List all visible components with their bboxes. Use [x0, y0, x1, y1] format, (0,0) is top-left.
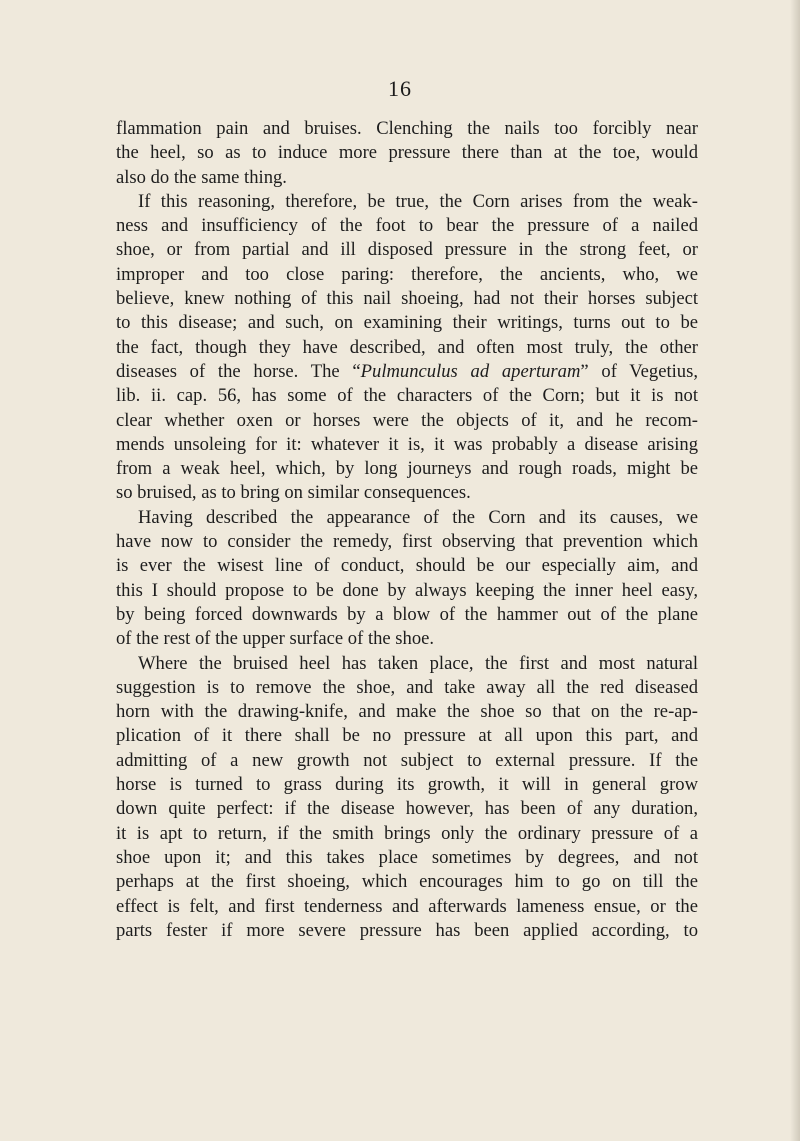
text-line: suggestion is to remove the shoe, and take away all the red diseased	[116, 676, 698, 698]
text-line: so bruised, as to bring on similar consequences.	[116, 482, 471, 504]
text-line: Where the bruised heel has taken place, the first and most natural	[138, 652, 698, 674]
text-line: plication of it there shall be no pressure at all upon this part, and	[116, 725, 698, 747]
text-line: from a weak heel, which, by long journeys and rough roads, might be	[116, 458, 698, 480]
text-line: also do the same thing.	[116, 166, 287, 188]
text-line: If this reasoning, therefore, be true, the Corn arises from the weak-	[138, 190, 698, 212]
text-line: horn with the drawing-knife, and make the shoe so that on the re-ap-	[116, 701, 698, 723]
text-line: admitting of a new growth not subject to external pressure. If the	[116, 749, 698, 771]
latin-title: Pulmunculus ad aperturam	[360, 360, 581, 382]
page-edge-shadow	[790, 0, 800, 1141]
text-line: to this disease; and such, on examining their writings, turns out to be	[116, 312, 698, 334]
text-line: shoe upon it; and this takes place sometimes by degrees, and not	[116, 846, 698, 868]
text-line	[116, 360, 698, 384]
text-line: by being forced downwards by a blow of the hammer out of the plane	[116, 603, 698, 625]
text-line: shoe, or from partial and ill disposed pressure in the strong feet, or	[116, 239, 698, 261]
line-text-after-title: ” of Vegetius,	[580, 360, 698, 382]
text-line: lib. ii. cap. 56, has some of the characters of the Corn; but it is not	[116, 385, 698, 407]
text-line: it is apt to return, if the smith brings only the ordinary pressure of a	[116, 822, 698, 844]
text-line: effect is felt, and first tenderness and afterwards lameness ensue, or the	[116, 895, 698, 917]
text-line: is ever the wisest line of conduct, should be our especially aim, and	[116, 555, 698, 577]
text-line: clear whether oxen or horses were the objects of it, and he recom-	[116, 409, 698, 431]
text-line: mends unsoleing for it: whatever it is, it was probably a disease arising	[116, 433, 698, 455]
text-line: flammation pain and bruises. Clenching the nails too forcibly near	[116, 118, 698, 139]
text-line: the fact, though they have described, and often most truly, the other	[116, 336, 698, 358]
text-line: down quite perfect: if the disease however, has been of any duration,	[116, 798, 698, 820]
text-line: horse is turned to grass during its growth, it will in general grow	[116, 774, 698, 796]
line-text-before-title: diseases of the horse. The “	[116, 360, 361, 382]
text-line: believe, knew nothing of this nail shoeing, had not their horses subject	[116, 288, 698, 310]
text-line: ness and insufficiency of the foot to bear the pressure of a nailed	[116, 215, 698, 237]
text-line: of the rest of the upper surface of the shoe.	[116, 628, 435, 650]
page-number: 16	[388, 76, 412, 101]
text-line: have now to consider the remedy, first observing that prevention which	[116, 531, 698, 553]
text-line: Having described the appearance of the Corn and its causes, we	[138, 506, 698, 528]
text-line: the heel, so as to induce more pressure there than at the toe, would	[116, 142, 698, 164]
text-line: this I should propose to be done by always keeping the inner heel easy,	[116, 579, 698, 601]
text-line: improper and too close paring: therefore, the ancients, who, we	[116, 263, 698, 285]
text-line: perhaps at the first shoeing, which encourages him to go on till the	[116, 871, 698, 893]
text-line: parts fester if more severe pressure has been applied according, to	[116, 919, 698, 941]
body-text	[116, 117, 698, 943]
